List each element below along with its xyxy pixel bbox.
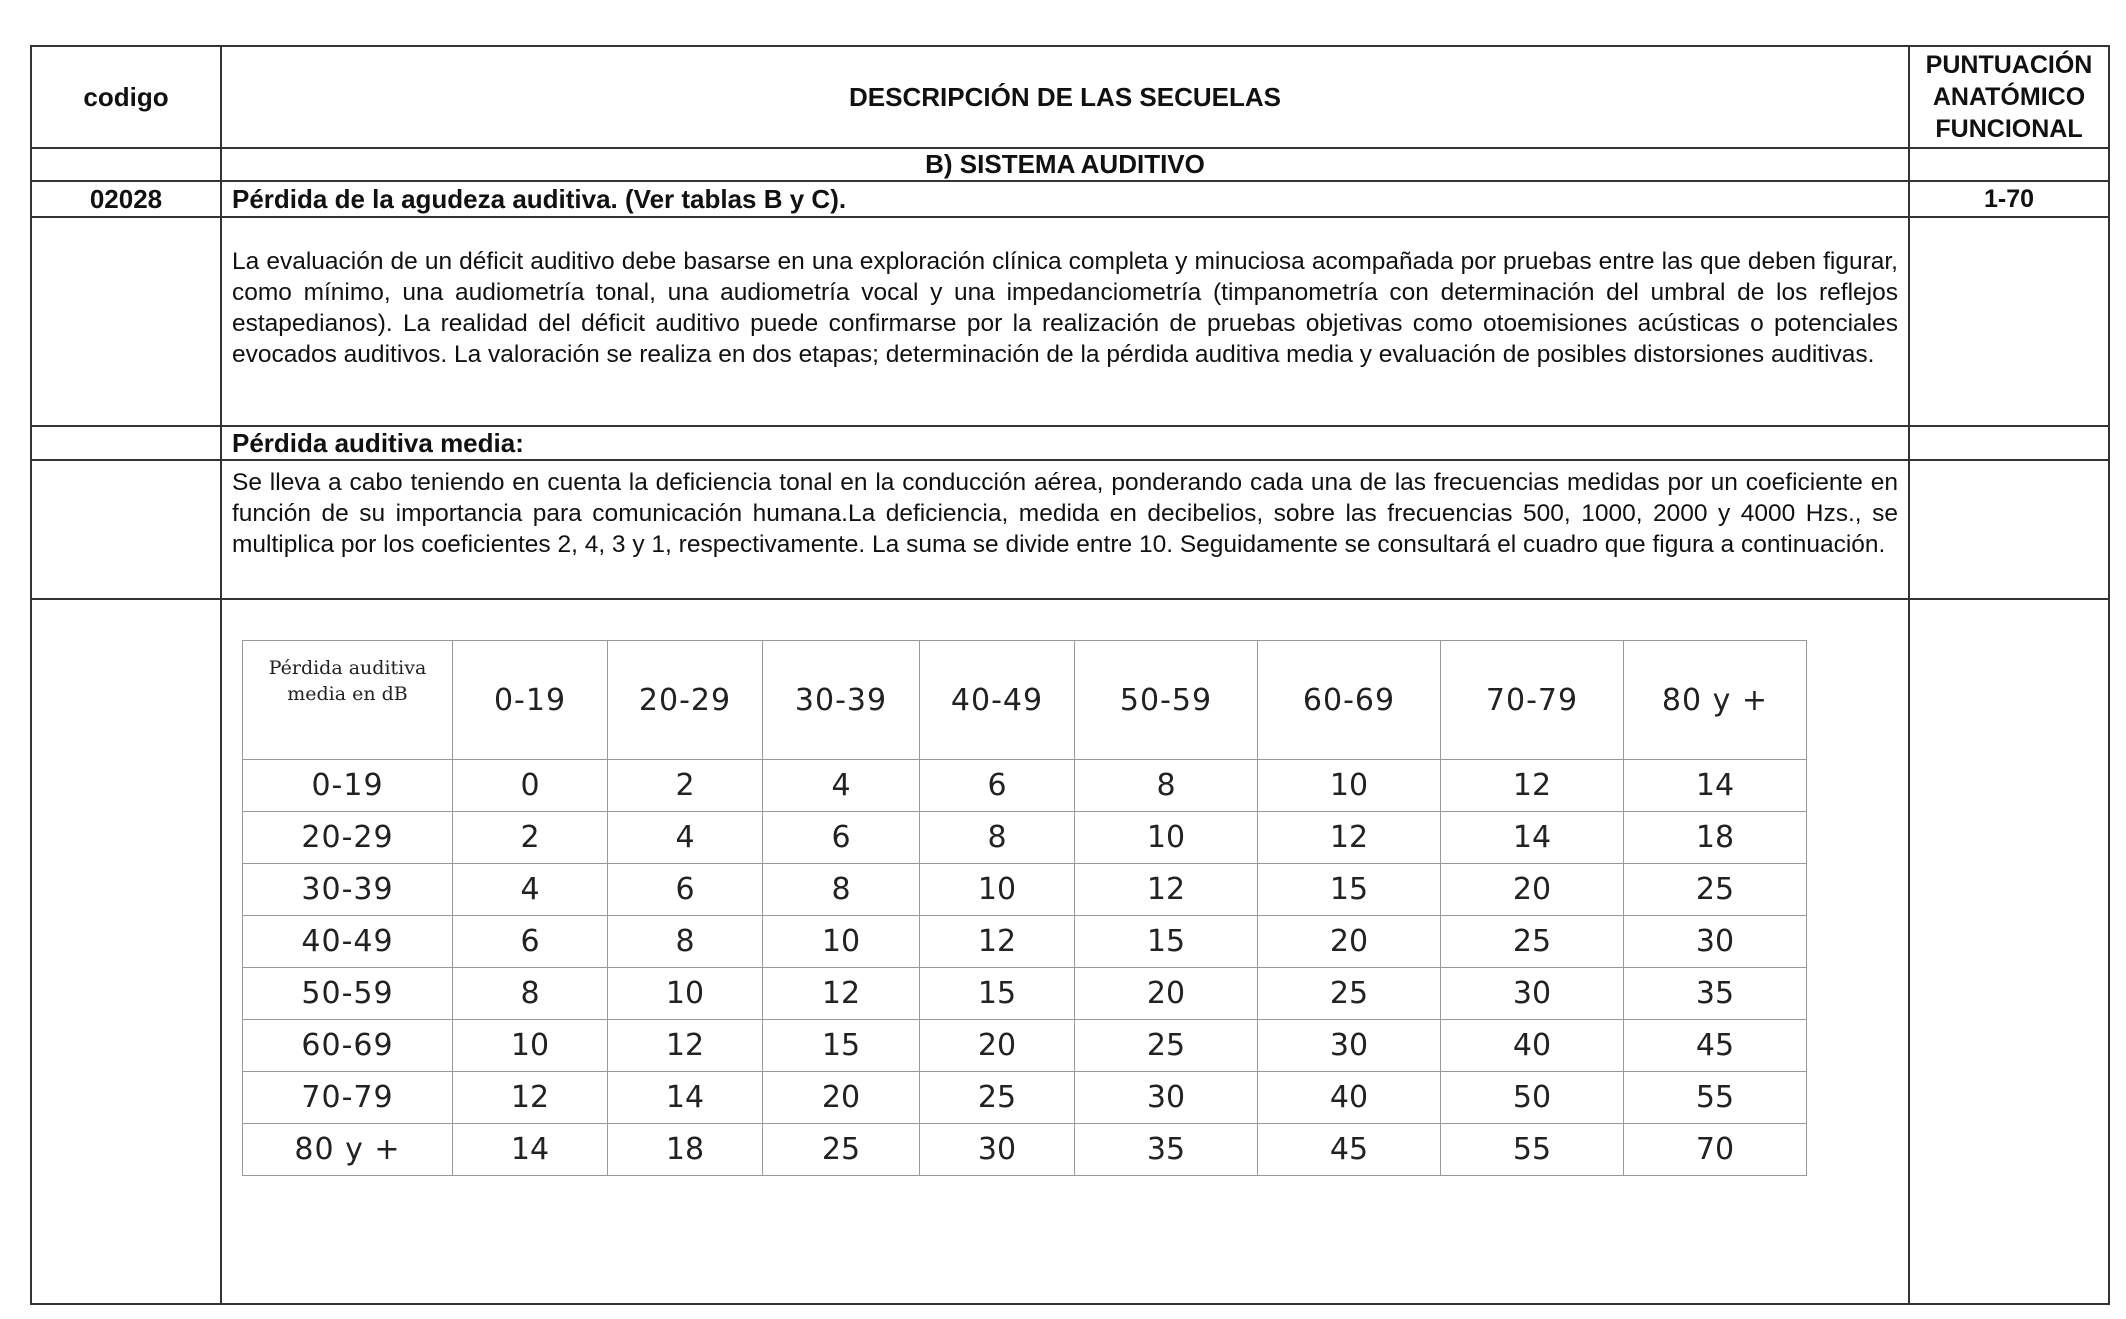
document-page [30,45,2110,1305]
grid-row-header: 70-79 [243,1072,453,1124]
grid-value: 40 [1258,1072,1441,1124]
item-description: Pérdida de la agudeza auditiva. (Ver tablas B y C). [221,181,1909,217]
grid-col-header: 80 y + [1624,641,1807,760]
grid-data-row [243,864,1807,916]
hearing-loss-grid [242,640,1807,1176]
grid-header-row [243,641,1807,760]
grid-data-row [243,812,1807,864]
grid-value: 12 [1075,864,1258,916]
grid-value: 30 [1075,1072,1258,1124]
grid-value: 10 [920,864,1075,916]
grid-value: 35 [1075,1124,1258,1176]
grid-value: 4 [763,760,920,812]
description-column-header: DESCRIPCIÓN DE LAS SECUELAS [221,46,1909,148]
grid-value: 8 [608,916,763,968]
grid-value: 50 [1441,1072,1624,1124]
grid-value: 6 [608,864,763,916]
grid-data-row [243,1124,1807,1176]
grid-value: 30 [920,1124,1075,1176]
grid-value: 8 [920,812,1075,864]
score-header-line-3: FUNCIONAL [1935,115,2083,143]
grid-value: 12 [1258,812,1441,864]
grid-row-header: 50-59 [243,968,453,1020]
grid-value: 25 [1075,1020,1258,1072]
grid-row-header: 60-69 [243,1020,453,1072]
paragraph-2-score-cell [1909,460,2109,599]
grid-data-row [243,968,1807,1020]
grid-row-header: 40-49 [243,916,453,968]
grid-value: 45 [1624,1020,1807,1072]
grid-value: 12 [920,916,1075,968]
grid-value: 30 [1441,968,1624,1020]
grid-row-header: 0-19 [243,760,453,812]
paragraph-2-code-cell [31,460,221,599]
grid-value: 10 [763,916,920,968]
grid-row [31,599,2109,1304]
grid-row-header: 30-39 [243,864,453,916]
paragraph-1: La evaluación de un déficit auditivo debe basarse en una exploración clínica completa y minuciosa acompañada por pruebas entre las que deben figurar, como mínimo, una audiometría tonal, una audiometría vocal y una impedanciometría (timpanometría con determinación del umbral de los reflejos estapedianos). La realidad del déficit auditivo puede confirmarse por la realización de pruebas objetivas como otoemisiones acústicas o potenciales evocados auditivos. La valoración se realiza en dos etapas; determinación de la pérdida auditiva media y evaluación de posibles distorsiones auditivas. [221,217,1909,426]
grid-value: 45 [1258,1124,1441,1176]
grid-col-header: 40-49 [920,641,1075,760]
system-score-cell [1909,148,2109,181]
grid-value: 12 [608,1020,763,1072]
paragraph-1-code-cell [31,217,221,426]
grid-score-cell [1909,599,2109,1304]
grid-col-header: 30-39 [763,641,920,760]
grid-value: 6 [920,760,1075,812]
grid-value: 15 [763,1020,920,1072]
grid-value: 55 [1624,1072,1807,1124]
grid-value: 10 [1075,812,1258,864]
grid-value: 30 [1624,916,1807,968]
grid-value: 20 [920,1020,1075,1072]
grid-value: 25 [763,1124,920,1176]
paragraph-2: Se lleva a cabo teniendo en cuenta la deficiencia tonal en la conducción aérea, ponderando cada una de las frecuencias medidas por un coeficiente en función de su importancia para comunicación humana.La deficiencia, medida en decibelios, sobre las frecuencias 500, 1000, 2000 y 4000 Hzs., se multiplica por los coeficientes 2, 4, 3 y 1, respectivamente. La suma se divide entre 10. Seguidamente se consultará el cuadro que figura a continuación. [221,460,1909,599]
grid-row-header: 80 y + [243,1124,453,1176]
grid-value: 6 [763,812,920,864]
grid-data-row [243,1020,1807,1072]
grid-col-header: 60-69 [1258,641,1441,760]
code-column-header: codigo [31,46,221,148]
score-header-line-2: ANATÓMICO [1932,83,2086,111]
grid-value: 12 [453,1072,608,1124]
grid-value: 20 [763,1072,920,1124]
subheading-row [31,426,2109,460]
grid-corner-line-2: media en dB [287,683,408,705]
grid-value: 4 [608,812,763,864]
grid-value: 25 [1441,916,1624,968]
grid-value: 15 [920,968,1075,1020]
grid-data-row [243,1072,1807,1124]
grid-value: 20 [1258,916,1441,968]
score-column-header [1909,46,2109,148]
grid-value: 2 [453,812,608,864]
system-row [31,148,2109,181]
grid-value: 30 [1258,1020,1441,1072]
grid-value: 6 [453,916,608,968]
grid-value: 35 [1624,968,1807,1020]
grid-col-header: 20-29 [608,641,763,760]
grid-col-header: 50-59 [1075,641,1258,760]
grid-value: 25 [1258,968,1441,1020]
score-header-line-1: PUNTUACIÓN [1925,51,2093,79]
grid-value: 14 [1441,812,1624,864]
grid-col-header: 70-79 [1441,641,1624,760]
subheading-score-cell [1909,426,2109,460]
grid-value: 8 [1075,760,1258,812]
paragraph-1-row [31,217,2109,426]
grid-value: 40 [1441,1020,1624,1072]
grid-value: 4 [453,864,608,916]
system-title: B) SISTEMA AUDITIVO [221,148,1909,181]
grid-value: 20 [1075,968,1258,1020]
subheading-code-cell [31,426,221,460]
paragraph-1-score-cell [1909,217,2109,426]
grid-value: 12 [1441,760,1624,812]
grid-corner-line-1: Pérdida auditiva [268,657,427,679]
secuelas-table [30,45,2110,1305]
grid-col-header: 0-19 [453,641,608,760]
grid-value: 70 [1624,1124,1807,1176]
item-code: 02028 [31,181,221,217]
grid-value: 25 [920,1072,1075,1124]
grid-value: 8 [453,968,608,1020]
grid-value: 14 [1624,760,1807,812]
grid-data-row [243,760,1807,812]
grid-value: 20 [1441,864,1624,916]
grid-value: 10 [453,1020,608,1072]
grid-value: 15 [1258,864,1441,916]
grid-code-cell [31,599,221,1304]
grid-value: 2 [608,760,763,812]
grid-data-row [243,916,1807,968]
grid-value: 8 [763,864,920,916]
grid-value: 0 [453,760,608,812]
grid-value: 25 [1624,864,1807,916]
grid-value: 10 [608,968,763,1020]
subheading: Pérdida auditiva media: [221,426,1909,460]
grid-value: 15 [1075,916,1258,968]
grid-value: 10 [1258,760,1441,812]
item-score: 1-70 [1909,181,2109,217]
grid-value: 14 [608,1072,763,1124]
grid-corner-label [243,641,453,760]
grid-value: 18 [608,1124,763,1176]
grid-row-header: 20-29 [243,812,453,864]
paragraph-2-row [31,460,2109,599]
system-code-cell [31,148,221,181]
item-row [31,181,2109,217]
grid-value: 12 [763,968,920,1020]
grid-value: 55 [1441,1124,1624,1176]
grid-cell [221,599,1909,1304]
grid-value: 18 [1624,812,1807,864]
header-row [31,46,2109,148]
grid-value: 14 [453,1124,608,1176]
